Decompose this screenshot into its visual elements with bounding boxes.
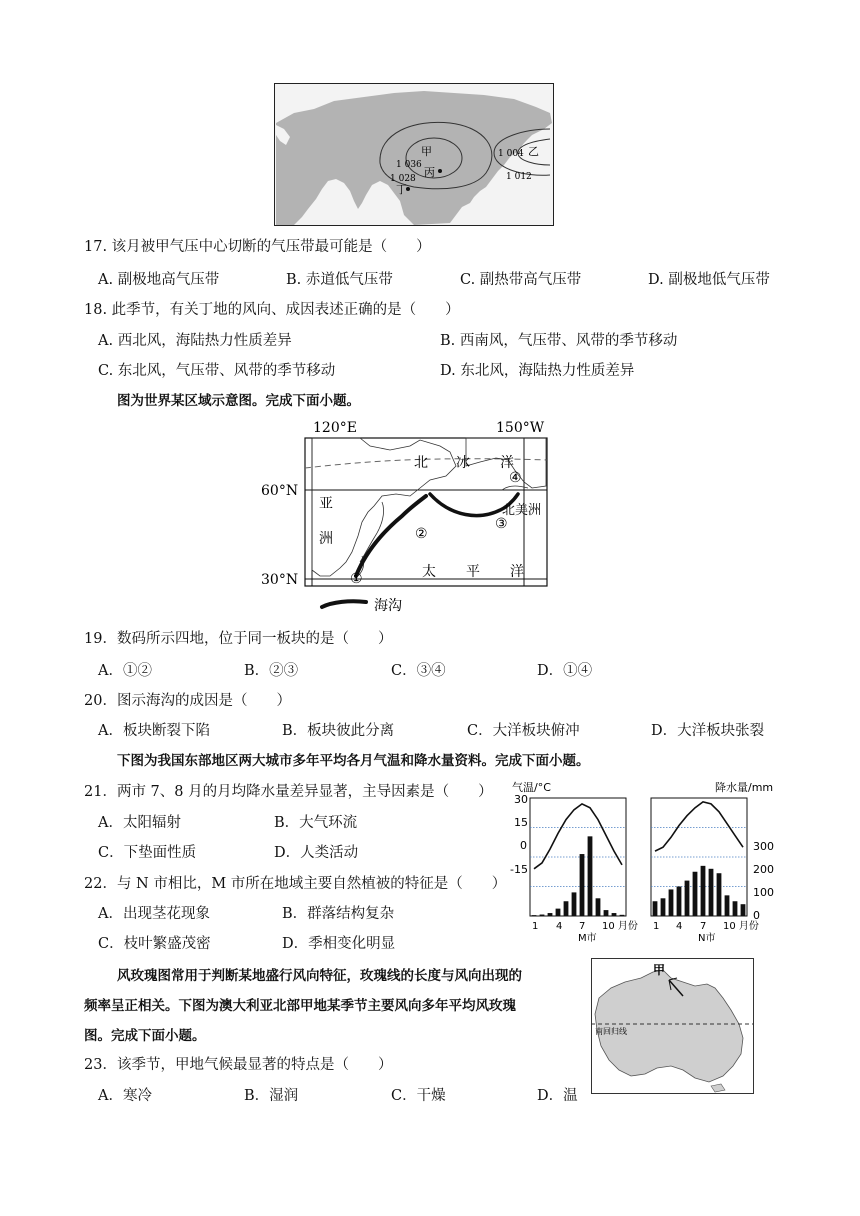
n-precip-bar [653,901,658,916]
n-month-1: 1 [653,921,660,932]
label-jia-australia: 甲 [653,963,666,977]
isobar-1012: 1 012 [506,172,532,182]
q21-option-b[interactable]: B．大气环流 [274,815,358,831]
australia-map [591,958,754,1094]
n-precip-bar [677,887,682,917]
label-bing: 丙 [424,166,435,179]
label-yi: 乙 [528,145,539,158]
q23-option-d[interactable]: D．温 [537,1088,578,1104]
q23-option-b[interactable]: B．湿润 [244,1088,299,1104]
temp-tick-15: 15 [514,816,528,829]
m-precip-bar [564,901,569,916]
intro-21-22: 下图为我国东部地区两大城市多年平均各月气温和降水量资料。完成下面小题。 [117,753,590,769]
n-precip-bar [693,872,698,916]
q22-option-b[interactable]: B．群落结构复杂 [282,906,395,922]
precip-tick-0: 0 [753,909,760,922]
asia-pressure-map [274,83,554,226]
pacific-char-3: 洋 [510,564,524,580]
q22-option-d[interactable]: D．季相变化明显 [282,936,396,952]
precip-tick-200: 200 [753,863,774,876]
q23-option-a[interactable]: A．寒冷 [98,1088,152,1104]
temp-axis-label: 气温/°C [512,781,551,794]
n-precip-bar [701,866,706,916]
q20-option-d[interactable]: D．大洋板块张裂 [651,723,765,739]
arctic-char-1: 北 [414,455,428,471]
precip-axis-label: 降水量/mm [715,781,774,794]
n-month-4: 4 [676,921,683,932]
arctic-char-2: 冰 [456,455,470,471]
q21-option-c[interactable]: C．下垫面性质 [98,845,197,861]
q23-option-c[interactable]: C．干燥 [391,1088,446,1104]
q22-option-a[interactable]: A．出现茎花现象 [98,906,210,922]
legend-trench: 海沟 [374,598,402,614]
lon-150w: 150°W [496,420,545,436]
q20-option-a[interactable]: A．板块断裂下陷 [98,723,210,739]
m-precip-bar [612,913,617,916]
q18-option-a[interactable]: A. 西北风，海陆热力性质差异 [98,333,292,349]
m-precip-bar [540,915,545,916]
q17-option-d[interactable]: D. 副极地低气压带 [648,272,770,288]
temp-tick-30: 30 [514,793,528,806]
n-precip-bar [725,895,730,916]
question-17: 17. 该月被甲气压中心切断的气压带最可能是（ ） [84,239,431,255]
label-ding: 丁 [396,183,407,196]
north-america-label: 北美洲 [502,503,542,518]
marker-2: ② [415,526,428,542]
isobar-1028: 1 028 [390,174,416,184]
intro-19-20: 图为世界某区域示意图。完成下面小题。 [117,393,360,409]
question-19: 19．数码所示四地，位于同一板块的是（ ） [84,631,393,647]
q18-option-c[interactable]: C. 东北风，气压带、风带的季节移动 [98,363,336,379]
q21-option-a[interactable]: A．太阳辐射 [98,815,181,831]
m-precip-bar [604,910,609,916]
question-23: 23．该季节，甲地气候最显著的特点是（ ） [84,1057,393,1073]
q17-option-b[interactable]: B. 赤道低气压带 [286,272,393,288]
precip-tick-300: 300 [753,840,774,853]
n-precip-bar [741,904,746,916]
q20-option-b[interactable]: B．板块彼此分离 [282,723,395,739]
isobar-1036: 1 036 [396,160,422,170]
n-precip-bar [709,869,714,916]
question-22: 22．与 N 市相比，M 市所在地域主要自然植被的特征是（ ） [84,876,507,892]
n-precip-bar [669,889,674,916]
m-precip-bar [620,915,625,916]
pacific-char-2: 平 [466,564,480,580]
chart-n [651,798,747,916]
m-month-1: 1 [532,921,539,932]
marker-3: ③ [495,516,508,532]
asia-char-2: 洲 [319,531,333,547]
intro-23-line1: 风玫瑰图常用于判断某地盛行风向特征，玫瑰线的长度与风向出现的 [117,968,522,984]
asia-char-1: 亚 [319,496,333,512]
lon-120e: 120°E [313,420,357,436]
q21-option-d[interactable]: D．人类活动 [274,845,359,861]
n-month-10: 10 月份 [723,921,759,932]
isobar-1004: 1 004 [498,149,524,159]
q19-option-b[interactable]: B．②③ [244,663,299,679]
q18-option-b[interactable]: B. 西南风，气压带、风带的季节移动 [440,333,678,349]
m-precip-bar [532,915,537,916]
precip-tick-100: 100 [753,886,774,899]
m-precip-bar [548,913,553,916]
intro-23-line3: 图。完成下面小题。 [84,1028,206,1044]
n-precip-bar [661,898,666,916]
q19-option-a[interactable]: A．①② [98,663,152,679]
intro-23-line2: 频率呈正相关。下图为澳大利亚北部甲地某季节主要风向多年平均风玫瑰 [84,998,516,1014]
q19-option-c[interactable]: C．③④ [391,663,446,679]
tropic-label: 南回归线 [595,1027,627,1036]
n-precip-bar [685,881,690,916]
n-city-label: N市 [698,933,716,944]
m-precip-bar [588,836,593,916]
m-month-10: 10 月份 [602,921,638,932]
north-pacific-map [261,416,560,616]
chart-m [530,798,626,916]
q22-option-c[interactable]: C．枝叶繁盛茂密 [98,936,211,952]
pacific-char-1: 太 [422,564,436,580]
n-precip-bar [717,873,722,916]
arctic-char-3: 洋 [500,455,514,471]
m-precip-bar [580,854,585,916]
q18-option-d[interactable]: D. 东北风，海陆热力性质差异 [440,363,635,379]
question-21: 21．两市 7、8 月的月均降水量差异显著，主导因素是（ ） [84,784,493,800]
question-20: 20．图示海沟的成因是（ ） [84,693,291,709]
n-precip-bar [733,901,738,916]
q17-option-c[interactable]: C. 副热带高气压带 [460,272,582,288]
climate-charts [508,778,798,944]
m-precip-bar [572,892,577,916]
temp-tick-0: 0 [520,839,527,852]
marker-4: ④ [509,470,522,486]
marker-1: ① [350,571,363,587]
m-city-label: M市 [578,933,597,944]
m-month-4: 4 [556,921,563,932]
label-jia: 甲 [421,145,432,158]
m-precip-bar [556,909,561,916]
q17-option-a[interactable]: A. 副极地高气压带 [98,272,220,288]
lat-60n: 60°N [261,483,299,499]
m-month-7: 7 [579,921,586,932]
question-18: 18. 此季节，有关丁地的风向、成因表述正确的是（ ） [84,302,460,318]
lat-30n: 30°N [261,572,299,588]
q19-option-d[interactable]: D．①④ [537,663,593,679]
temp-tick-neg15: -15 [510,863,528,876]
m-precip-bar [596,898,601,916]
q20-option-c[interactable]: C．大洋板块俯冲 [467,723,580,739]
n-month-7: 7 [700,921,707,932]
